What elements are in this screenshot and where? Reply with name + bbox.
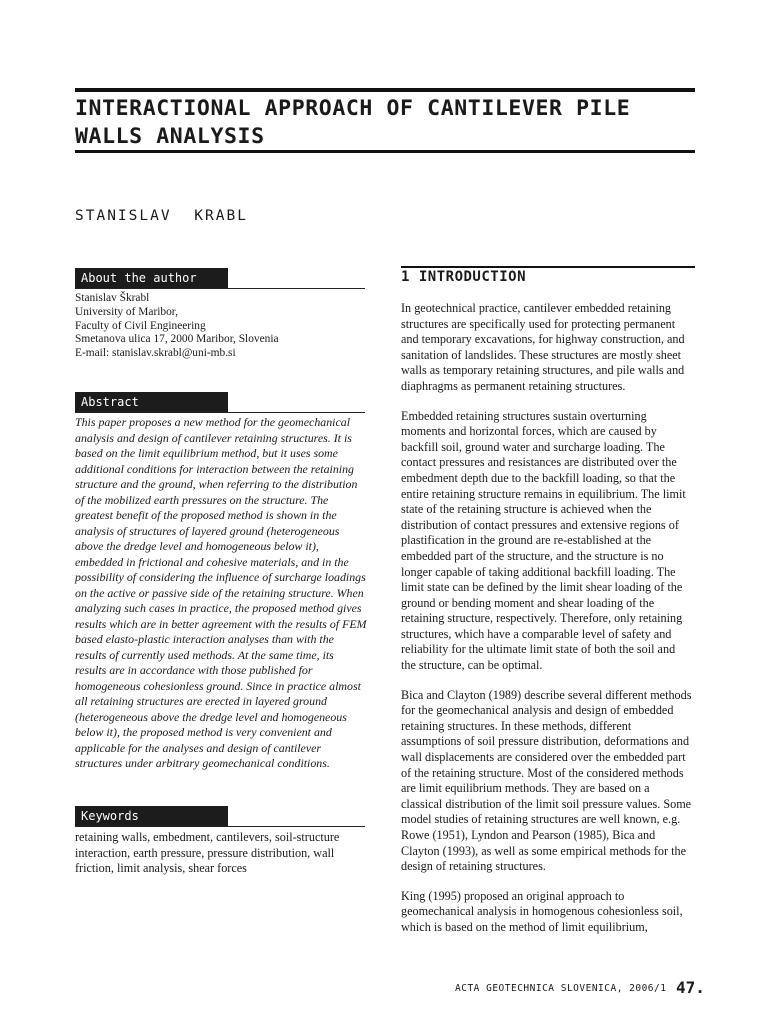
about-author-rule <box>75 288 365 289</box>
affiliation-line: Faculty of Civil Engineering <box>75 319 206 332</box>
keywords-heading: Keywords <box>75 806 228 826</box>
affiliation-line: University of Maribor, <box>75 305 178 318</box>
intro-paragraph: In geotechnical practice, cantilever embedded retaining structures are specifically used for protecting permanent and temporary excavations, for highway construction, and sanitation of landslides. These structures are mostly sheet walls as temporary retaining structures, and pile walls and diaphragms as permanent retaining structures. <box>401 301 685 393</box>
author-affiliation <box>75 292 365 361</box>
title-block <box>75 95 695 151</box>
paper-title: INTERACTIONAL APPROACH OF CANTILEVER PILE WALLS ANALYSIS <box>75 96 631 149</box>
title-top-rule <box>75 88 695 92</box>
affiliation-line: Smetanova ulica 17, 2000 Maribor, Slovenia <box>75 333 279 346</box>
abstract-heading: Abstract <box>75 392 228 412</box>
abstract-text: This paper proposes a new method for the geomechanical analysis and design of cantilever retaining structures. It is based on the limit equilibrium method, but it uses some additional conditions for interaction between the retaining structure and the ground, when referring to the distribution of the mobilized earth pressures on the structure. The greatest benefit of the proposed method is shown in the analysis of structures of layered ground (heterogeneous above the dredge level and homogeneous below it), embedded in frictional and cohesive materials, and in the possibility of considering the influence of surcharge loadings on the active or passive side of the retaining structure. When analyzing such cases in practice, the proposed method gives results which are in better agreement with the results of FEM based elasto-plastic interaction analyses than with the results of currently used methods. At the same time, its results are in accordance with those published for homogeneous cohesionless ground. Since in practice almost all retaining structures are erected in layered ground (heterogeneous above the dredge level and homogeneous below it), the proposed method is very convenient and applicable for the analyses and design of cantilever structures under arbitrary geomechanical conditions. <box>75 415 367 770</box>
intro-rule <box>401 266 695 268</box>
introduction-body <box>401 301 693 950</box>
keywords-rule <box>75 826 365 827</box>
author-name: STANISLAV KRABL <box>75 208 248 224</box>
introduction-heading: 1 INTRODUCTION <box>401 269 527 285</box>
author-email: E-mail: stanislav.skrabl@uni-mb.si <box>75 347 236 360</box>
intro-paragraph: Embedded retaining structures sustain overturning moments and horizontal forces, which are caused by backfill soil, ground water and surcharge loading. The contact pressures and resistances are distributed over the embedment depth due to the backfill loading, so that the entire retaining structure remains in equilibrium. The limit state of the retaining structure is achieved when the distribution of contact pressures and extensive regions of plastification in the ground are re-established at the embedded part of the structure, and the structure is no longer capable of taking additional backfill loading. The limit state can be defined by the limit shear loading of the ground or bending moment and shear loading of the retaining structure, respectively. Therefore, only retaining structures, which have a comparable level of safety and reliability for the ultimate limit state of both the soil and the structure, can be optimal. <box>401 408 686 673</box>
title-bottom-rule <box>75 150 695 153</box>
affiliation-line: Stanislav Škrabl <box>75 292 150 304</box>
journal-footer: ACTA GEOTECHNICA SLOVENICA, 2006/1 <box>455 983 667 994</box>
about-author-heading: About the author <box>75 268 228 288</box>
page-number: 47. <box>676 978 705 997</box>
intro-paragraph: King (1995) proposed an original approach to geomechanical analysis in homogenous cohesionless soil, which is based on the method of limit equilibrium, <box>401 888 683 934</box>
intro-paragraph: Bica and Clayton (1989) describe several different methods for the geomechanical analysis and design of embedded retaining structures. In these methods, different assumptions of soil pressure distribution, deformations and wall displacements are considered over the embedded part of the retaining structure. Most of the considered methods are limit equilibrium methods. They are based on a classical distribution of the limit soil pressure values. Some model studies of retaining structures are well known, e.g. Rowe (1951), Lyndon and Pearson (1985), Bica and Clayton (1993), as well as some empirical methods for the design of retaining structures. <box>401 687 692 874</box>
keywords-text: retaining walls, embedment, cantilevers, soil-structure interaction, earth pressure, pressure distribution, wall friction, limit analysis, shear forces <box>75 830 340 875</box>
abstract-rule <box>75 412 365 413</box>
